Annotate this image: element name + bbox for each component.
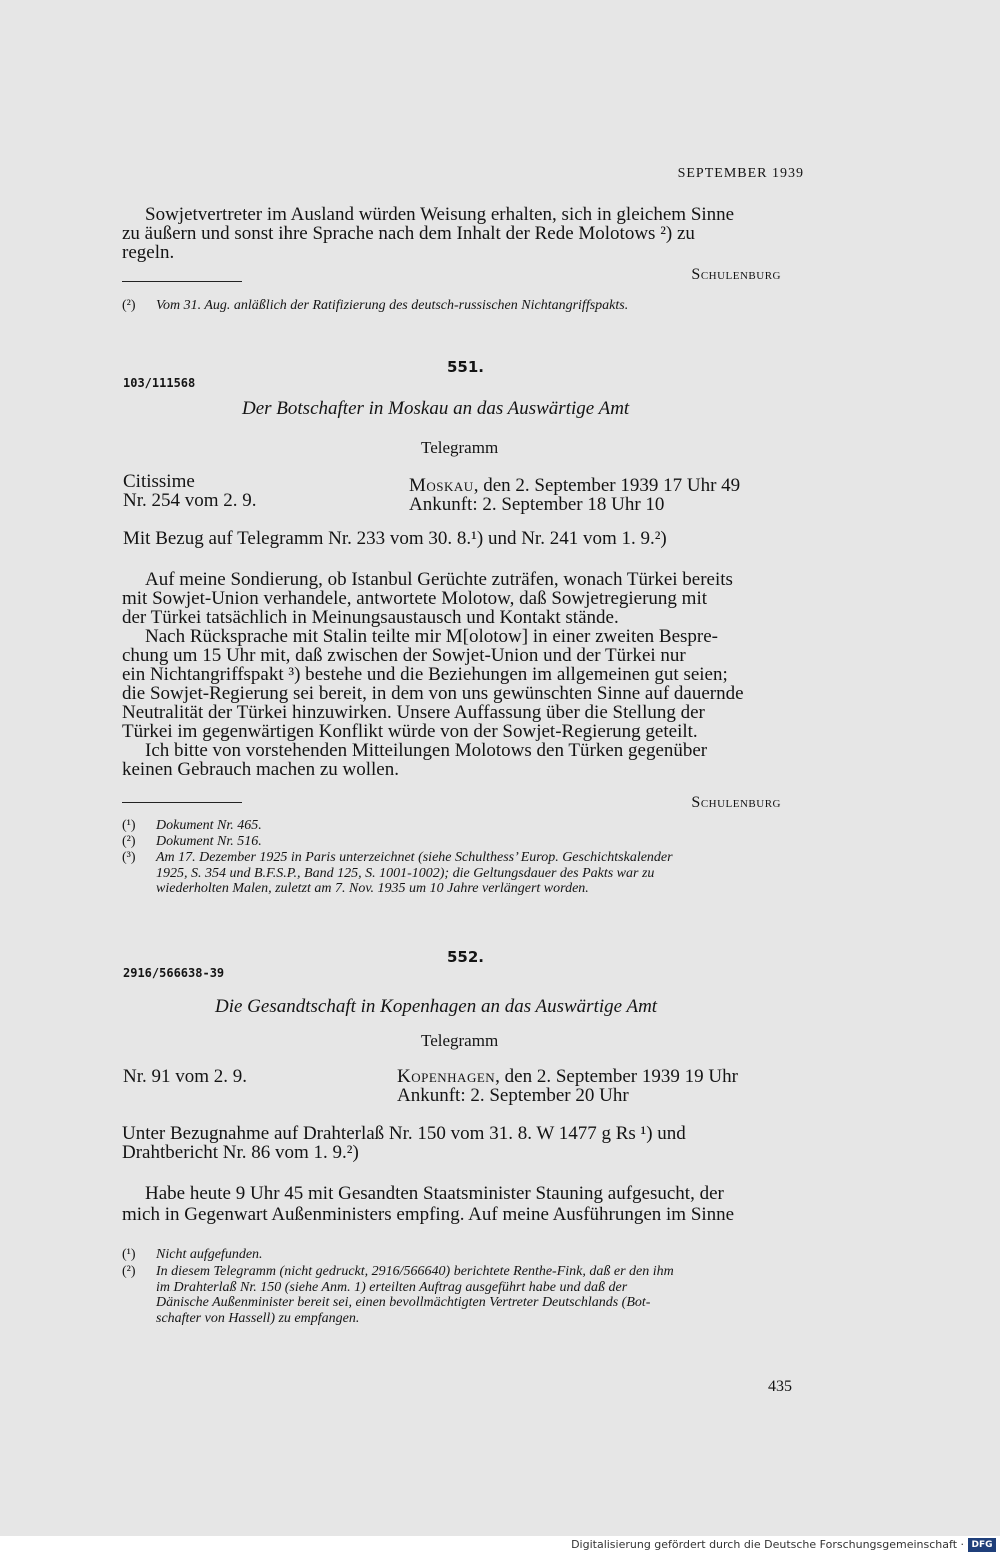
place: Kopenhagen — [397, 1066, 496, 1087]
footnote-number: (³) — [122, 850, 136, 865]
paragraph-line: Habe heute 9 Uhr 45 mit Gesandten Staatsminister Stauning aufgesucht, der — [145, 1183, 724, 1204]
paragraph-line: der Türkei tatsächlich in Meinungsaustausch und Kontakt stände. — [122, 607, 619, 628]
credit-bar — [0, 1536, 1000, 1554]
footnote — [122, 298, 628, 314]
place: Moskau — [409, 475, 474, 496]
footnote — [122, 834, 822, 850]
footnote-text: Am 17. Dezember 1925 in Paris unterzeichnet (siehe Schulthess’ Europ. Geschichtskalender — [156, 850, 673, 865]
footnote-continuation: 1925, S. 354 und B.F.S.P., Band 125, S. 1001-1002); die Geltungsdauer des Pakts war zu — [156, 865, 655, 881]
paragraph-line: Ich bitte von vorstehenden Mitteilungen Molotows den Türken gegenüber — [145, 740, 708, 761]
paragraph-line: Nach Rücksprache mit Stalin teilte mir M[olotow] in einer zweiten Bespre- — [145, 626, 718, 647]
paragraph-line: Auf meine Sondierung, ob Istanbul Gerüchte zuträfen, wonach Türkei bereits — [145, 569, 733, 590]
dispatch-time: , den 2. September 1939 19 Uhr — [495, 1066, 738, 1087]
dispatch-time: , den 2. September 1939 17 Uhr 49 — [473, 475, 741, 496]
footnote-text: Dokument Nr. 465. — [156, 818, 262, 833]
reference-line: Unter Bezugnahme auf Drahterlaß Nr. 150 vom 31. 8. W 1477 g Rs ¹) und — [122, 1123, 686, 1144]
reference-line: Drahtbericht Nr. 86 vom 1. 9.²) — [122, 1142, 359, 1163]
document-heading: Der Botschafter in Moskau an das Auswärtige Amt — [242, 398, 630, 419]
prev-line-1: Sowjetvertreter im Ausland würden Weisung erhalten, sich in gleichem Sinne — [145, 204, 735, 225]
reference-line: Mit Bezug auf Telegramm Nr. 233 vom 30. 8.¹) und Nr. 241 vom 1. 9.²) — [123, 528, 667, 549]
document-type: Telegramm — [421, 438, 499, 457]
footnote-text: Nicht aufgefunden. — [156, 1247, 263, 1262]
paragraph-line: Neutralität der Türkei hinzuwirken. Unsere Auffassung über die Stellung der — [122, 702, 705, 723]
paragraph-line: chung um 15 Uhr mit, daß zwischen der Sowjet-Union und der Türkei nur — [122, 645, 686, 666]
priority-label: Citissime — [123, 471, 195, 492]
paragraph-line: ein Nichtangriffspakt ³) bestehe und die Beziehungen im allgemeinen gut seien; — [122, 664, 728, 685]
footnote-number: (¹) — [122, 818, 136, 833]
footnote-continuation: wiederholten Malen, zuletzt am 7. Nov. 1935 um 10 Jahre verlängert worden. — [156, 881, 589, 896]
footnote — [122, 850, 822, 897]
document-number: 552. — [447, 948, 485, 966]
dispatch-line — [397, 1067, 738, 1086]
paragraph-line: mit Sowjet-Union verhandele, antwortete Molotow, daß Sowjetregierung mit — [122, 588, 708, 609]
paragraph-line: keinen Gebrauch machen zu wollen. — [122, 759, 399, 780]
separator-rule — [122, 802, 242, 803]
footnote — [122, 818, 822, 834]
dfg-logo[interactable]: DFG — [968, 1538, 996, 1552]
prev-line-2: zu äußern und sonst ihre Sprache nach dem Inhalt der Rede Molotows ²) zu — [122, 223, 695, 244]
separator-rule — [122, 281, 242, 282]
prev-line-3: regeln. — [122, 242, 175, 263]
footnote-number: (¹) — [122, 1247, 136, 1262]
paragraph-line: Türkei im gegenwärtigen Konflikt würde von der Sowjet-Regierung geteilt. — [122, 721, 698, 742]
paragraph-line: mich in Gegenwart Außenministers empfing. Auf meine Ausführungen im Sinne — [122, 1204, 735, 1225]
arrival-line: Ankunft: 2. September 18 Uhr 10 — [409, 494, 665, 515]
telegram-number: Nr. 254 vom 2. 9. — [123, 490, 257, 511]
file-reference: 103/111568 — [123, 376, 196, 390]
footnote — [122, 1247, 822, 1263]
credit-text: Digitalisierung gefördert durch die Deutsche Forschungsgemeinschaft · — [571, 1538, 964, 1551]
page-number: 435 — [768, 1378, 792, 1395]
dispatch-line — [409, 476, 740, 495]
footnote-text: In diesem Telegramm (nicht gedruckt, 2916/566640) berichtete Renthe-Fink, daß er den ihm — [156, 1264, 674, 1279]
document-heading: Die Gesandtschaft in Kopenhagen an das Auswärtige Amt — [215, 996, 658, 1017]
arrival-line: Ankunft: 2. September 20 Uhr — [397, 1085, 629, 1106]
signature: Schulenburg — [691, 266, 781, 283]
document-type: Telegramm — [421, 1031, 499, 1050]
signature: Schulenburg — [691, 794, 781, 811]
file-reference: 2916/566638-39 — [123, 966, 225, 980]
footnote — [122, 1264, 822, 1326]
footnote-number: (²) — [122, 834, 136, 849]
document-number: 551. — [447, 358, 485, 376]
footnote-number: (²) — [122, 298, 136, 313]
footnote-continuation: schafter von Hassell) zu empfangen. — [156, 1310, 360, 1326]
telegram-number: Nr. 91 vom 2. 9. — [123, 1066, 248, 1087]
footnote-text: Dokument Nr. 516. — [156, 834, 262, 849]
running-head: SEPTEMBER 1939 — [677, 166, 804, 181]
footnote-continuation: im Drahterlaß Nr. 150 (siehe Anm. 1) erteilten Auftrag ausgeführt habe und daß der — [156, 1279, 628, 1295]
footnote-continuation: Dänische Außenminister bereit sei, einen bevollmächtigten Vertreter Deutschlands (Bot- — [156, 1295, 651, 1310]
footnote-number: (²) — [122, 1264, 136, 1279]
paragraph-line: die Sowjet-Regierung sei bereit, in dem von uns gewünschten Sinne auf dauernde — [122, 683, 744, 704]
footnote-text: Vom 31. Aug. anläßlich der Ratifizierung des deutsch-russischen Nichtangriffspakts. — [156, 298, 629, 313]
